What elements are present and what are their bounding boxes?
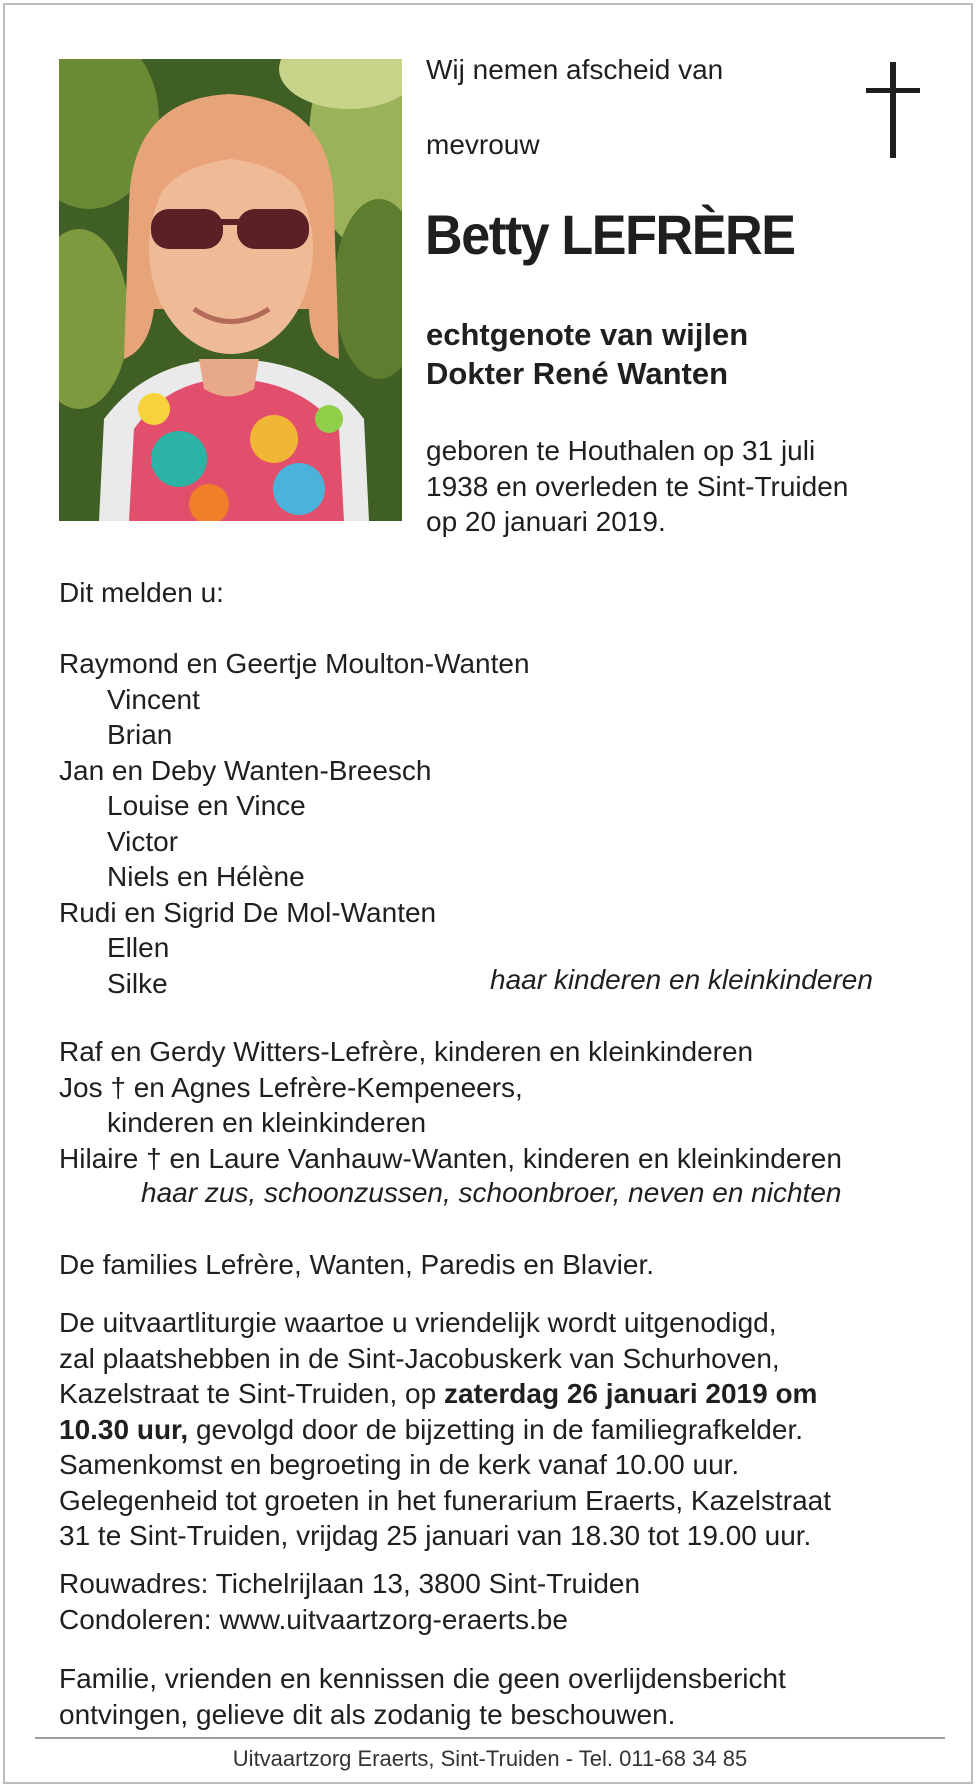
child-item: Louise en Vince [107,790,306,821]
ceremony-line-4 [59,1412,929,1448]
portrait-photo-icon [59,59,402,521]
closing-block [59,1661,929,1732]
ceremony-line-3 [59,1376,929,1412]
child-item: Brian [107,719,173,750]
ceremony-line-6: Gelegenheid tot groeten in het funerarium Eraerts, Kazelstraat [59,1484,831,1516]
child-item: Jan en Deby Wanten-Breesch [59,754,432,786]
sibling-item: Hilaire † en Laure Vanhauw-Wanten, kinderen en kleinkinderen [59,1142,842,1174]
sibling-item: kinderen en kleinkinderen [107,1107,427,1138]
ceremony-line-4-b: gevolgd door de bijzetting in de familiegrafkelder. [188,1413,804,1445]
child-item: Silke [107,967,168,999]
birth-line-1: geboren te Houthalen op 31 juli [426,435,816,466]
ceremony-time: 10.30 uur, [59,1413,189,1445]
child-item: Vincent [107,683,200,715]
honorific: mevrouw [426,129,540,160]
sibling-item: Jos † en Agnes Lefrère-Kempeneers, [59,1071,523,1103]
ceremony-line-5: Samenkomst en begroeting in de kerk vanaf 10.00 uur. [59,1449,740,1480]
spouse-block [426,315,748,393]
closing-line-1: Familie, vrienden en kennissen die geen overlijdensbericht [59,1663,786,1694]
announce-text: Dit melden u: [59,577,224,608]
ceremony-line-2: zal plaatshebben in de Sint-Jacobuskerk van Schurhoven, [59,1342,780,1374]
siblings-list [59,1034,929,1176]
sibling-item: Raf en Gerdy Witters-Lefrère, kinderen en kleinkinderen [59,1036,754,1067]
child-item: Ellen [107,932,170,963]
birth-line-2: 1938 en overleden te Sint-Truiden [426,470,849,502]
ceremony-line-3-a: Kazelstraat te Sint-Truiden, op [59,1378,444,1409]
siblings-caption: haar zus, schoonzussen, schoonbroer, neven en nichten [141,1177,842,1208]
ceremony-block [59,1305,929,1554]
intro-text: Wij nemen afscheid van [426,54,724,85]
contact-block [59,1566,929,1637]
families-text: De families Lefrère, Wanten, Paredis en Blavier. [59,1249,655,1280]
birth-line-3: op 20 januari 2019. [426,506,666,537]
spouse-line-1: echtgenote van wijlen [426,317,749,352]
deceased-name: Betty LEFRÈRE [425,203,795,266]
child-item: Niels en Hélène [107,861,305,892]
mourning-address: Rouwadres: Tichelrijlaan 13, 3800 Sint-Truiden [59,1568,641,1599]
children-list [59,646,929,1001]
children-caption: haar kinderen en kleinkinderen [490,964,873,995]
birth-details [426,433,848,540]
ceremony-date: zaterdag 26 januari 2019 om [443,1378,818,1409]
spouse-line-2: Dokter René Wanten [426,356,729,391]
footer-text: Uitvaartzorg Eraerts, Sint-Truiden - Tel. 011-68 34 85 [232,1746,748,1771]
ceremony-line-7: 31 te Sint-Truiden, vrijdag 25 januari van 18.30 tot 19.00 uur. [59,1520,812,1551]
child-item: Rudi en Sigrid De Mol-Wanten [59,896,437,928]
cross-icon [866,62,920,158]
condolence-site: Condoleren: www.uitvaartzorg-eraerts.be [59,1603,568,1635]
child-item: Victor [107,825,179,857]
closing-line-2: ontvingen, gelieve dit als zodanig te beschouwen. [59,1698,676,1730]
footer-divider [35,1737,945,1739]
ceremony-line-1: De uitvaartliturgie waartoe u vriendelijk wordt uitgenodigd, [59,1307,777,1338]
child-item: Raymond en Geertje Moulton-Wanten [59,648,530,679]
